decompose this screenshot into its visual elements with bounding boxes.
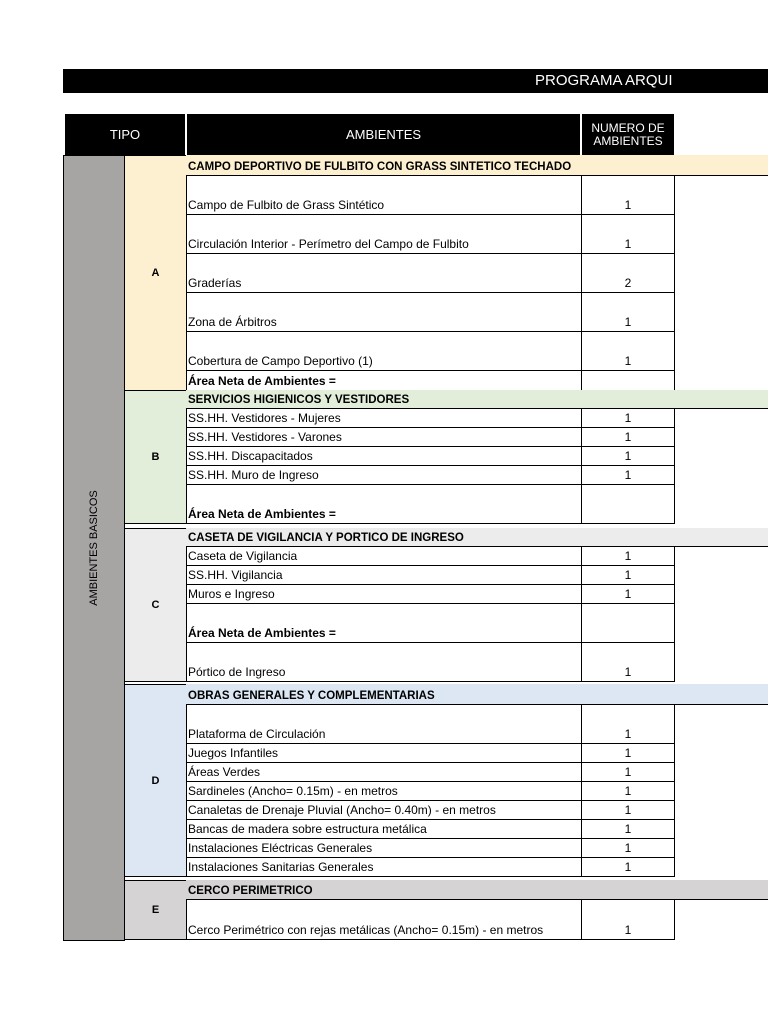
row-count-cell [581,801,675,819]
row-label: Áreas Verdes [188,765,261,779]
row-count: 1 [624,315,632,329]
table-row [186,466,675,485]
row-count: 1 [624,765,632,779]
row-count-cell [581,566,675,584]
table-row [186,215,675,254]
table-row [186,332,675,371]
row-count: 1 [624,727,632,741]
table-row [186,801,675,820]
row-label: Sardineles (Ancho= 0.15m) - en metros [188,784,398,798]
category-cell-d: D [124,684,187,877]
section-title: OBRAS GENERALES Y COMPLEMENTARIAS [188,690,435,702]
row-label: Pórtico de Ingreso [188,665,286,679]
row-label: Área Neta de Ambientes = [188,374,336,388]
row-label: Plataforma de Circulación [188,727,326,741]
category-cell-e: E [124,880,187,940]
row-count-cell [581,782,675,800]
row-label: Canaletas de Drenaje Pluvial (Ancho= 0.40m) - en metros [188,803,496,817]
table-row [186,604,675,643]
row-count: 1 [624,430,632,444]
row-count-cell [581,858,675,876]
row-label: Área Neta de Ambientes = [188,507,336,521]
table-row [186,547,675,566]
table-row [186,293,675,332]
row-count-cell [581,293,675,331]
header-tipo: TIPO [65,114,185,155]
row-label: Muros e Ingreso [188,587,275,601]
row-count-cell [581,371,675,390]
row-label: Instalaciones Sanitarias Generales [188,860,374,874]
header-ambientes: AMBIENTES [187,114,580,155]
row-count: 1 [624,746,632,760]
table-row [186,643,675,682]
section-title: CERCO PERIMETRICO [188,885,313,897]
title-bar [63,69,768,93]
table-row [186,900,675,940]
table-row [186,839,675,858]
row-count: 1 [624,549,632,563]
row-label: Instalaciones Eléctricas Generales [188,841,373,855]
table-row [186,409,675,428]
category-cell-c: C [124,528,187,682]
table-row [186,858,675,877]
table-row [186,254,675,293]
row-count-cell [581,485,675,523]
table-row [186,782,675,801]
section-title: CASETA DE VIGILANCIA Y PORTICO DE INGRESO [188,532,464,544]
page-title: PROGRAMA ARQUI [535,72,673,89]
table-row [186,428,675,447]
row-count: 2 [624,276,632,290]
row-label: SS.HH. Muro de Ingreso [188,468,319,482]
table-row [186,744,675,763]
table-row [186,585,675,604]
row-label: Circulación Interior - Perímetro del Campo de Fulbito [188,237,469,251]
header-numero: NUMERO DE AMBIENTES [582,114,674,155]
row-count-cell [581,547,675,565]
row-count: 1 [624,841,632,855]
row-count: 1 [624,822,632,836]
row-label: Área Neta de Ambientes = [188,626,336,640]
row-count-cell [581,466,675,484]
table-row [186,485,675,524]
row-count: 1 [624,198,632,212]
group-label: AMBIENTES BASICOS [88,490,100,606]
section-header [186,880,768,900]
table-row [186,705,675,744]
row-label: Bancas de madera sobre estructura metálica [188,822,427,836]
section-header [186,528,768,547]
row-count: 1 [624,237,632,251]
row-label: SS.HH. Discapacitados [188,449,313,463]
row-count-cell [581,643,675,681]
group-cell [63,155,125,941]
row-label: SS.HH. Vestidores - Mujeres [188,411,341,425]
row-label: Zona de Árbitros [188,315,277,329]
row-count-cell [581,428,675,446]
row-count-cell [581,332,675,370]
row-count-cell [581,215,675,253]
section-title: SERVICIOS HIGIENICOS Y VESTIDORES [188,394,410,406]
row-count-cell [581,604,675,642]
table-row [186,566,675,585]
row-label: Juegos Infantiles [188,746,279,760]
category-cell-b: B [124,390,187,524]
section-header [186,684,768,705]
row-label: Graderías [188,276,242,290]
row-label: SS.HH. Vigilancia [188,568,283,582]
row-count-cell [581,900,675,939]
table-row [186,176,675,215]
row-count-cell [581,409,675,427]
row-count-cell [581,585,675,603]
category-cell-a: A [124,155,187,391]
row-count-cell [581,176,675,214]
row-label: Cobertura de Campo Deportivo (1) [188,354,373,368]
section-title: CAMPO DEPORTIVO DE FULBITO CON GRASS SINTETICO TECHADO [188,161,572,173]
row-count: 1 [624,665,632,679]
row-count-cell [581,254,675,292]
row-count: 1 [624,354,632,368]
table-row [186,447,675,466]
row-label: Campo de Fulbito de Grass Sintético [188,198,385,212]
row-count-cell [581,839,675,857]
table-row [186,371,675,391]
table-row [186,763,675,782]
row-count: 1 [624,923,632,937]
row-count: 1 [624,784,632,798]
row-label: Caseta de Vigilancia [188,549,298,563]
row-label: SS.HH. Vestidores - Varones [188,430,342,444]
row-count: 1 [624,411,632,425]
row-count-cell [581,705,675,743]
row-count: 1 [624,860,632,874]
table-row [186,820,675,839]
row-count: 1 [624,803,632,817]
section-header [186,155,768,176]
section-header [186,390,768,409]
row-count-cell [581,820,675,838]
row-count: 1 [624,468,632,482]
row-count: 1 [624,587,632,601]
row-label: Cerco Perimétrico con rejas metálicas (Ancho= 0.15m) - en metros [188,923,544,937]
row-count-cell [581,447,675,465]
row-count-cell [581,763,675,781]
row-count: 1 [624,449,632,463]
row-count: 1 [624,568,632,582]
row-count-cell [581,744,675,762]
